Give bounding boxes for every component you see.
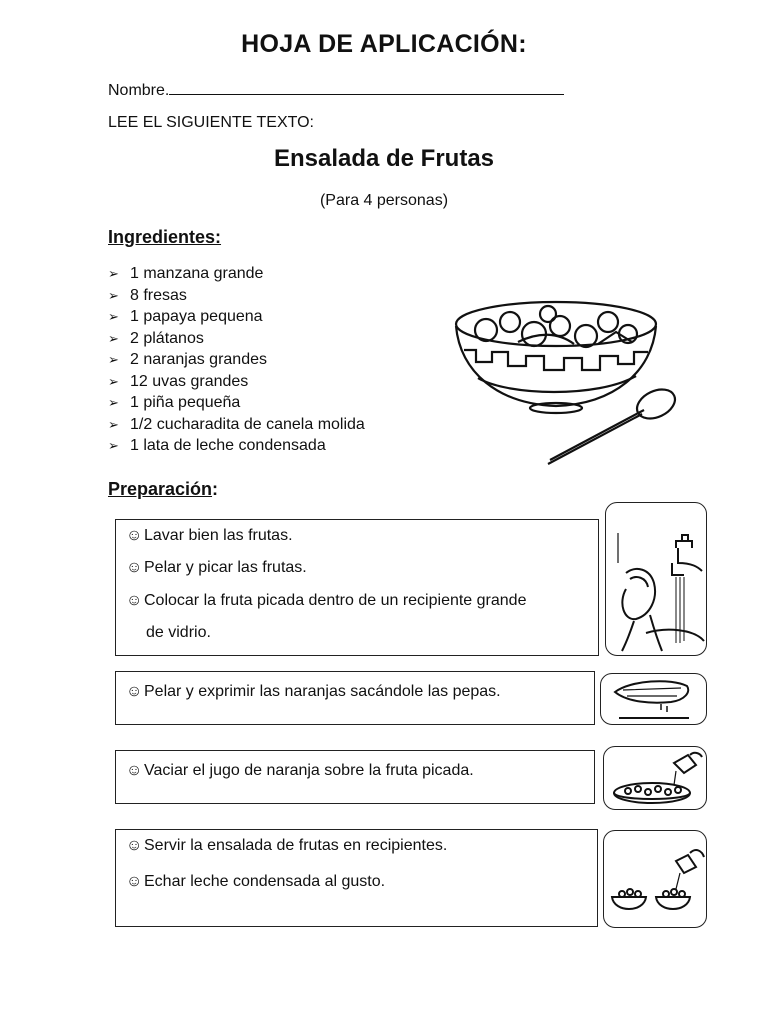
list-item: ➢ 2 naranjas grandes — [108, 349, 365, 371]
smiley-icon: ☺ — [126, 559, 143, 576]
recipe-servings: (Para 4 personas) — [319, 192, 449, 209]
washing-hands-icon — [605, 502, 707, 656]
ingredients-list — [108, 263, 365, 457]
step-text: ☺ Lavar bien las frutas. — [126, 527, 293, 544]
list-item: ➢ 2 plátanos — [108, 328, 365, 350]
arrow-bullet-icon: ➢ — [108, 416, 119, 432]
step-text: ☺ Pelar y picar las frutas. — [126, 559, 307, 576]
step-text: ☺ Echar leche condensada al gusto. — [126, 873, 386, 890]
name-field[interactable] — [108, 80, 564, 100]
arrow-bullet-icon: ➢ — [108, 330, 119, 346]
arrow-bullet-icon: ➢ — [108, 266, 119, 281]
arrow-bullet-icon: ➢ — [108, 309, 119, 324]
list-item: ➢ 1 lata de leche condensada — [108, 435, 365, 457]
recipe-title: Ensalada de Frutas — [273, 145, 495, 172]
name-label: Nombre. — [108, 82, 170, 99]
smiley-icon: ☺ — [126, 762, 143, 779]
preparation-heading: Preparación: — [108, 479, 219, 499]
arrow-bullet-icon: ➢ — [108, 373, 119, 389]
ingredients-heading: Ingredientes: — [108, 227, 222, 247]
smiley-icon: ☺ — [126, 837, 143, 854]
step-text: ☺ Vaciar el jugo de naranja sobre la fruta picada. — [126, 762, 474, 779]
smiley-icon: ☺ — [126, 683, 143, 700]
step-card-4 — [115, 829, 598, 927]
step-text: ☺ Colocar la fruta picada dentro de un recipiente grande — [126, 592, 527, 609]
step-text: ☺ Pelar y exprimir las naranjas sacándole las pepas. — [126, 683, 501, 700]
step-card-3 — [115, 750, 595, 804]
list-item: ➢ 1 piña pequeña — [108, 392, 365, 414]
step-card-2 — [115, 671, 595, 725]
page-title: HOJA DE APLICACIÓN: — [241, 30, 527, 58]
smiley-icon: ☺ — [126, 527, 143, 544]
step-card-1 — [115, 519, 599, 656]
instruction-text: LEE EL SIGUIENTE TEXTO: — [108, 114, 314, 131]
arrow-bullet-icon: ➢ — [108, 438, 119, 453]
arrow-bullet-icon: ➢ — [108, 352, 119, 367]
list-item: ➢ 1 manzana grande — [108, 263, 365, 285]
list-item: ➢ 12 uvas grandes — [108, 371, 365, 393]
arrow-bullet-icon: ➢ — [108, 395, 119, 410]
list-item: ➢ 1/2 cucharadita de canela molida — [108, 414, 365, 436]
step-text: de vidrio. — [146, 624, 211, 641]
arrow-bullet-icon: ➢ — [108, 287, 119, 303]
name-blank-line[interactable] — [169, 80, 564, 95]
pouring-juice-icon — [603, 746, 707, 810]
serving-bowls-icon — [603, 830, 707, 928]
list-item: ➢ 8 fresas — [108, 285, 365, 307]
fruit-salad-bowl-icon — [448, 292, 678, 472]
smiley-icon: ☺ — [126, 592, 143, 609]
list-item: ➢ 1 papaya pequena — [108, 306, 365, 328]
step-text: ☺ Servir la ensalada de frutas en recipientes. — [126, 837, 448, 854]
squeezing-orange-icon — [600, 673, 707, 725]
smiley-icon: ☺ — [126, 873, 143, 890]
